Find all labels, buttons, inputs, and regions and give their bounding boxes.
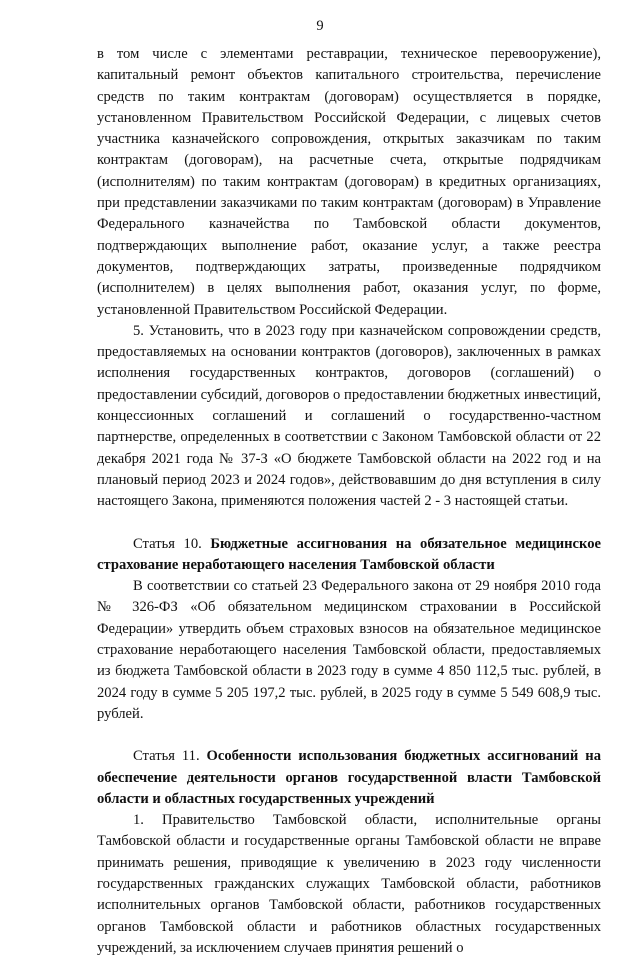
spacer [97,725,601,746]
page-number: 9 [316,18,324,34]
article-10-label: Статья 10. [133,535,202,552]
article-10-title: Бюджетные ассигнования на обязательное медицинское страхование неработающего населения Тамбовской области [97,535,601,573]
article-11-heading [97,746,601,810]
spacer [97,513,601,534]
paragraph-continuation: в том числе с элементами реставрации, техническое перевооружение), капитальный ремонт объектов капитального строительства, перечисление средств по таким контрактам (договорам) осуществляется в порядке, установленном Правительством Российской Федерации, с лицевых счетов участника казначейского сопровождения, открытых заказчикам по таким контрактам (договорам), на расчетные счета, открытые подрядчикам (исполнителям) по таким контрактам (договорам) в кредитных организациях, при представлении заказчиками по таким контрактам (договорам) в Управление Федерального казначейства по Тамбовской области документов, подтверждающих выполнение работ, оказание услуг, а также реестра документов, подтверждающих затраты, произведенные подрядчиком (исполнителем) в целях выполнения работ, оказания услуг, по форме, установленной Правительством Российской Федерации. [97,46,601,318]
article-11-title: Особенности использования бюджетных ассигнований на обеспечение деятельности органов государственной власти Тамбовской области и областных государственных учреждений [97,748,601,807]
article-11-text: 1. Правительство Тамбовской области, исполнительные органы Тамбовской области и государственные органы Тамбовской области не вправе принимать решения, приводящие к увеличению в 2023 году численности государственных гражданских служащих Тамбовской области, работников исполнительных органов Тамбовской области, работников государственных органов Тамбовской области и работников областных государственных учреждений, за исключением случаев принятия решений о [97,812,601,956]
paragraph-item-5: 5. Установить, что в 2023 году при казначейском сопровождении средств, предоставляемых на основании контрактов (договоров), заключенных в рамках исполнения государственных контрактов, договоров (соглашений) о предоставлении субсидий, договоров о предоставлении бюджетных инвестиций, концессионных соглашений и соглашений о государственно-частном партнерстве, определенных в соответствии с Законом Тамбовской области от 22 декабря 2021 года № 37-З «О бюджете Тамбовской области на 2022 год и на плановый период 2023 и 2024 годов», действовавшим до дня вступления в силу настоящего Закона, применяются положения частей 2 - 3 настоящей статьи. [97,322,601,510]
article-10-heading [97,534,601,577]
document-body [97,44,601,959]
article-10-text: В соответствии со статьей 23 Федерального закона от 29 ноября 2010 года № 326-ФЗ «Об обязательном медицинском страховании в Российской Федерации» утвердить объем страховых взносов на обязательное медицинское страхование неработающего населения Тамбовской области, предоставляемых из бюджета Тамбовской области в 2023 году в сумме 4 850 112,5 тыс. рублей, в 2024 году в сумме 5 205 197,2 тыс. рублей, в 2025 году в сумме 5 549 608,9 тыс. рублей. [97,578,601,722]
article-11-label: Статья 11. [133,748,200,765]
